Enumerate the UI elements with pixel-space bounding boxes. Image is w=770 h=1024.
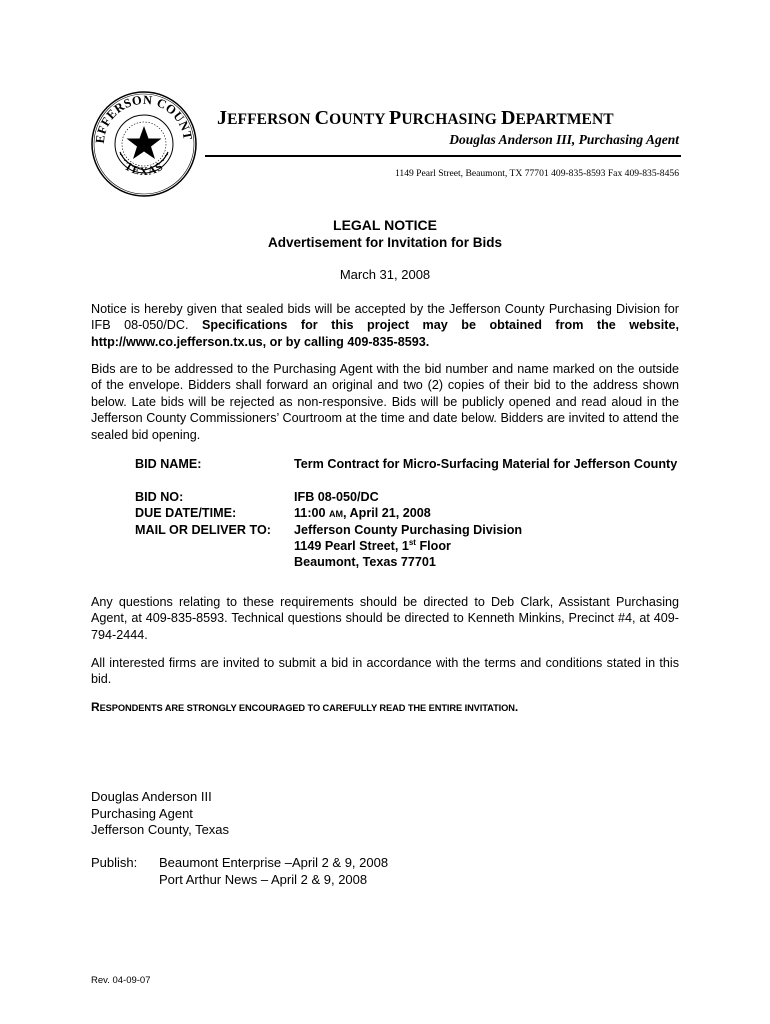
county-seal bbox=[90, 90, 198, 198]
seal-bottom-text: TEXAS bbox=[122, 160, 166, 178]
notice-date: March 31, 2008 bbox=[339, 267, 431, 282]
department-address: 1149 Pearl Street, Beaumont, TX 77701 409-835-8593 Fax 409-835-8456 bbox=[394, 168, 679, 179]
due-date: , April 21, 2008 bbox=[343, 506, 431, 521]
bid-instructions-paragraph: Bids are to be addressed to the Purchasing Agent with the bid number and name marked on the outside of the envelope. Bidders shall forward an original and two (2) copies of their bid to the address shown below. Late bids will be rejected as non-responsive. Bids will be publicly opened and read aloud in the Jefferson County Commissioners’ Courtroom at the time and date below. Bidders are invited to attend the sealed bid opening. bbox=[91, 362, 679, 442]
mail-line-2 bbox=[294, 538, 451, 554]
publish-line-1: Beaumont Enterprise –April 2 & 9, 2008 bbox=[159, 855, 389, 870]
bid-name-label: BID NAME: bbox=[135, 457, 202, 471]
department-title-part: EFFERSON bbox=[227, 111, 315, 128]
legal-notice-title: LEGAL NOTICE bbox=[333, 217, 437, 233]
notice-paragraph bbox=[91, 301, 679, 350]
respondents-notice-part: . bbox=[514, 700, 519, 714]
department-title bbox=[217, 107, 682, 130]
publish-line-2: Port Arthur News – April 2 & 9, 2008 bbox=[159, 871, 368, 887]
department-title-part: P bbox=[389, 107, 402, 129]
county-seal-star-icon bbox=[90, 90, 198, 198]
questions-paragraph: Any questions relating to these requirements should be directed to Deb Clark, Assistant Purchasing Agent, at 409-835-8593. Technical questions should be directed to Kenneth Minkins, Precinct #4, at 409-794-2444. bbox=[91, 595, 679, 642]
invitation-paragraph: All interested firms are invited to submit a bid in accordance with the terms and conditions stated in this bid. bbox=[91, 656, 679, 687]
notice-paragraph-text: Notice is hereby given that sealed bids will be accepted by the Jefferson County Purchasing Division for IFB 08-050/DC. bbox=[91, 302, 679, 333]
department-title-part: D bbox=[500, 107, 516, 129]
mail-floor: Floor bbox=[415, 539, 451, 553]
department-title-part: J bbox=[217, 107, 228, 129]
department-title-part: EPARTMENT bbox=[515, 111, 614, 128]
purchasing-agent-line: Douglas Anderson III, Purchasing Agent bbox=[449, 132, 679, 147]
signature-role: Purchasing Agent bbox=[91, 805, 193, 821]
mail-street: 1149 Pearl Street, 1 bbox=[294, 539, 409, 553]
bid-no-value: IFB 08-050/DC bbox=[294, 489, 379, 504]
department-title-part: C bbox=[314, 107, 330, 129]
department-title-part: URCHASING bbox=[401, 111, 501, 128]
seal-top-text: EFFERSON COUNT bbox=[92, 92, 195, 145]
mail-line-3: Beaumont, Texas 77701 bbox=[294, 555, 436, 570]
legal-notice-subtitle: Advertisement for Invitation for Bids bbox=[267, 235, 503, 250]
revision-label: Rev. 04-09-07 bbox=[91, 975, 151, 986]
mail-label: MAIL OR DELIVER TO: bbox=[135, 522, 271, 537]
department-title-part: OUNTY bbox=[329, 111, 389, 128]
respondents-notice-part: R bbox=[91, 700, 100, 714]
mail-floor-suffix: st bbox=[408, 537, 416, 547]
due-date-label: DUE DATE/TIME: bbox=[135, 506, 237, 521]
due-time: 11:00 bbox=[294, 506, 330, 521]
mail-line-1: Jefferson County Purchasing Division bbox=[294, 522, 523, 537]
signature-name: Douglas Anderson III bbox=[91, 789, 212, 804]
signature-org: Jefferson County, Texas bbox=[91, 822, 230, 837]
due-am: AM bbox=[329, 509, 344, 520]
bid-no-label: BID NO: bbox=[135, 489, 184, 504]
respondents-notice-part: ESPONDENTS ARE STRONGLY ENCOURAGED TO CAREFULLY READ THE ENTIRE INVITATION bbox=[99, 703, 515, 713]
respondents-notice bbox=[91, 700, 518, 714]
publish-lines bbox=[159, 855, 388, 888]
due-date-value bbox=[294, 505, 431, 522]
specifications-text: Specifications for this project may be obtained from the website, http://www.co.jefferson.tx.us, or by calling 409-835-8593. bbox=[91, 318, 679, 349]
signature-block bbox=[91, 789, 229, 839]
publish-label: Publish: bbox=[91, 855, 138, 870]
bid-name-value: Term Contract for Micro-Surfacing Material for Jefferson County bbox=[294, 457, 678, 471]
header-divider bbox=[205, 155, 681, 157]
